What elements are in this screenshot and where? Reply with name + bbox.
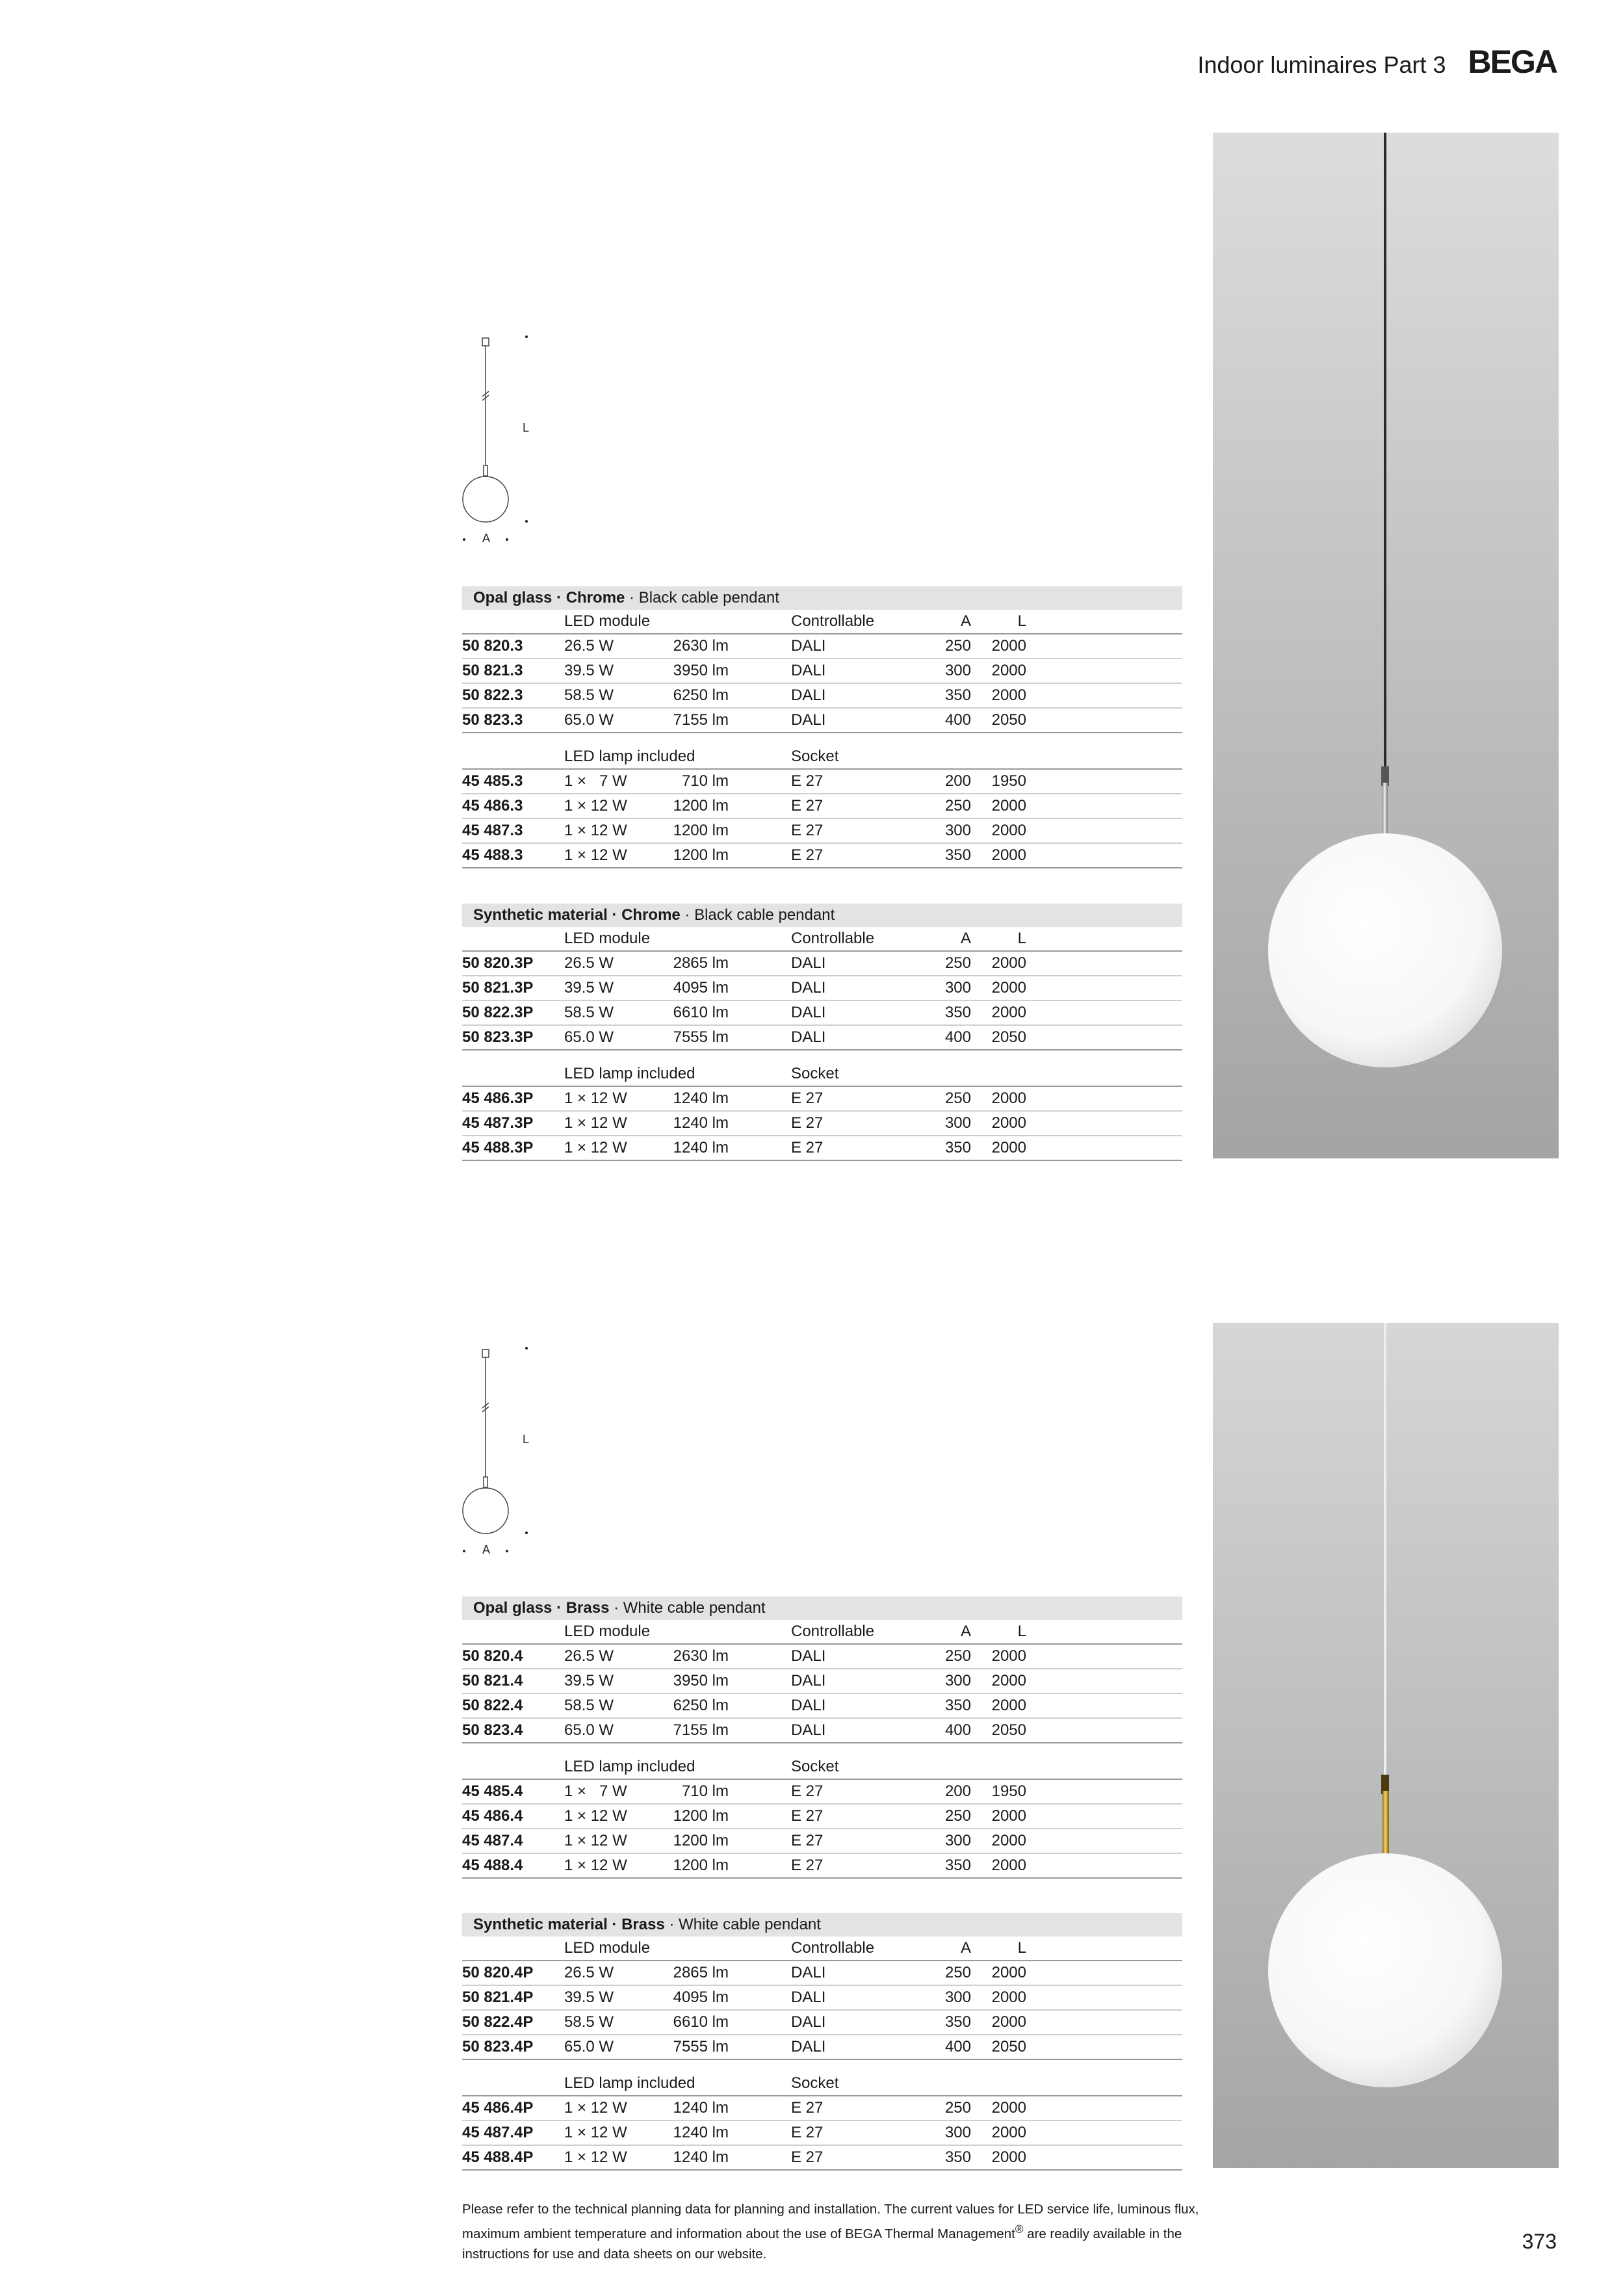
article-number: 45 486.3 bbox=[462, 797, 523, 815]
table-row bbox=[462, 1805, 1182, 1829]
article-number: 45 488.3P bbox=[462, 1139, 534, 1156]
dimension-label-diameter: A bbox=[482, 1543, 491, 1556]
control-or-socket: DALI bbox=[791, 954, 826, 972]
dimension-l: 2050 bbox=[991, 711, 1026, 729]
luminous-flux: 1200 lm bbox=[673, 797, 729, 815]
table-row bbox=[462, 1112, 1182, 1136]
group-header-suspension: · White cable pendant bbox=[664, 1916, 821, 1933]
article-number: 45 486.4P bbox=[462, 2099, 534, 2117]
luminous-flux: 3950 lm bbox=[673, 1672, 729, 1689]
col-head-control: Socket bbox=[791, 2074, 839, 2092]
dimension-a: 400 bbox=[944, 711, 971, 729]
control-or-socket: E 27 bbox=[791, 1807, 824, 1825]
control-or-socket: E 27 bbox=[791, 846, 824, 864]
col-head-light-source: LED module bbox=[564, 1623, 651, 1640]
table-row bbox=[462, 1645, 1182, 1669]
luminous-flux: 7155 lm bbox=[673, 1721, 729, 1739]
dimension-a: 300 bbox=[944, 1832, 971, 1849]
subtable-header bbox=[462, 1620, 1182, 1645]
dimension-a: 250 bbox=[944, 1089, 971, 1107]
control-or-socket: E 27 bbox=[791, 772, 824, 790]
wattage: 26.5 W bbox=[564, 954, 614, 972]
luminaire-outline-icon bbox=[455, 1343, 546, 1564]
dimension-a: 300 bbox=[944, 822, 971, 839]
header-title: Indoor luminaires Part 3 bbox=[1197, 51, 1446, 78]
product-photo-chrome bbox=[1213, 133, 1559, 1158]
luminous-flux: 7155 lm bbox=[673, 711, 729, 729]
col-head-light-source: LED module bbox=[564, 612, 651, 630]
dimension-l: 2050 bbox=[991, 2038, 1026, 2055]
table-row bbox=[462, 2146, 1182, 2171]
dimension-a: 400 bbox=[944, 2038, 971, 2055]
luminous-flux: 2630 lm bbox=[673, 1647, 729, 1665]
table-row bbox=[462, 952, 1182, 976]
col-head-control: Socket bbox=[791, 1758, 839, 1775]
luminous-flux: 6610 lm bbox=[673, 2013, 729, 2031]
wattage: 58.5 W bbox=[564, 1697, 614, 1714]
wattage: 26.5 W bbox=[564, 637, 614, 655]
dimension-l: 2000 bbox=[991, 1647, 1026, 1665]
subtable-body bbox=[462, 1961, 1182, 2060]
table-row bbox=[462, 844, 1182, 868]
dimension-a: 250 bbox=[944, 797, 971, 815]
dimension-label-length: L bbox=[523, 1433, 530, 1446]
luminous-flux: 710 lm bbox=[681, 1782, 729, 1800]
dimension-l: 2000 bbox=[991, 662, 1026, 679]
table-row bbox=[462, 794, 1182, 819]
luminous-flux: 6610 lm bbox=[673, 1004, 729, 1021]
col-head-light-source: LED lamp included bbox=[564, 748, 695, 765]
luminous-flux: 1200 lm bbox=[673, 1857, 729, 1874]
luminous-flux: 6250 lm bbox=[673, 686, 729, 704]
dimension-l: 2000 bbox=[991, 954, 1026, 972]
group-header bbox=[462, 904, 1182, 927]
article-number: 50 823.4P bbox=[462, 2038, 534, 2055]
footnote-line-3: instructions for use and data sheets on our website. bbox=[462, 2246, 767, 2262]
dimension-l: 2000 bbox=[991, 846, 1026, 864]
article-number: 45 486.4 bbox=[462, 1807, 523, 1825]
article-number: 45 486.3P bbox=[462, 1089, 534, 1107]
article-number: 45 485.3 bbox=[462, 772, 523, 790]
article-number: 45 488.4P bbox=[462, 2148, 534, 2166]
subtable-body bbox=[462, 1645, 1182, 1743]
dimension-l: 2000 bbox=[991, 1964, 1026, 1981]
wattage: 26.5 W bbox=[564, 1647, 614, 1665]
table-row bbox=[462, 634, 1182, 659]
dimension-l: 2000 bbox=[991, 2099, 1026, 2117]
control-or-socket: DALI bbox=[791, 662, 826, 679]
dimension-a: 350 bbox=[944, 1004, 971, 1021]
article-number: 50 820.4P bbox=[462, 1964, 534, 1981]
group-header-material: Synthetic material · Brass bbox=[473, 1916, 665, 1933]
dimension-l: 2000 bbox=[991, 1832, 1026, 1849]
control-or-socket: E 27 bbox=[791, 1832, 824, 1849]
luminous-flux: 1240 lm bbox=[673, 1089, 729, 1107]
control-or-socket: DALI bbox=[791, 1721, 826, 1739]
control-or-socket: DALI bbox=[791, 637, 826, 655]
control-or-socket: DALI bbox=[791, 1964, 826, 1981]
table-row bbox=[462, 1961, 1182, 1986]
subtable-body bbox=[462, 2096, 1182, 2171]
dimension-a: 250 bbox=[944, 1807, 971, 1825]
page-header bbox=[1197, 43, 1557, 81]
col-head-control: Controllable bbox=[791, 930, 875, 947]
col-head-l: L bbox=[1017, 1623, 1026, 1640]
wattage: 26.5 W bbox=[564, 1964, 614, 1981]
control-or-socket: DALI bbox=[791, 711, 826, 729]
table-row bbox=[462, 1829, 1182, 1854]
footnote bbox=[462, 2199, 1372, 2264]
article-number: 50 823.4 bbox=[462, 1721, 523, 1739]
luminous-flux: 7555 lm bbox=[673, 2038, 729, 2055]
control-or-socket: E 27 bbox=[791, 2099, 824, 2117]
table-spacer bbox=[462, 1050, 1182, 1062]
table-row bbox=[462, 1001, 1182, 1026]
dimension-l: 2000 bbox=[991, 1807, 1026, 1825]
col-head-control: Controllable bbox=[791, 612, 875, 630]
table-row bbox=[462, 2035, 1182, 2060]
col-head-light-source: LED lamp included bbox=[564, 2074, 695, 2092]
subtable-header bbox=[462, 1755, 1182, 1780]
luminous-flux: 1240 lm bbox=[673, 2124, 729, 2141]
control-or-socket: DALI bbox=[791, 1697, 826, 1714]
dimension-a: 350 bbox=[944, 1857, 971, 1874]
wattage: 39.5 W bbox=[564, 662, 614, 679]
dimension-l: 2000 bbox=[991, 2148, 1026, 2166]
luminous-flux: 4095 lm bbox=[673, 1989, 729, 2006]
dimension-a: 350 bbox=[944, 1697, 971, 1714]
wattage: 1 × 12 W bbox=[564, 1857, 627, 1874]
wattage: 58.5 W bbox=[564, 1004, 614, 1021]
wattage: 1 × 7 W bbox=[564, 772, 627, 790]
control-or-socket: DALI bbox=[791, 2013, 826, 2031]
table-spacer bbox=[462, 2060, 1182, 2072]
wattage: 39.5 W bbox=[564, 979, 614, 997]
dimension-l: 2050 bbox=[991, 1721, 1026, 1739]
dimension-l: 2000 bbox=[991, 1089, 1026, 1107]
dimension-l: 2000 bbox=[991, 1672, 1026, 1689]
subtable-header bbox=[462, 927, 1182, 952]
col-head-a: A bbox=[960, 612, 971, 630]
col-head-a: A bbox=[960, 930, 971, 947]
group-header bbox=[462, 1913, 1182, 1937]
control-or-socket: DALI bbox=[791, 2038, 826, 2055]
col-head-l: L bbox=[1017, 612, 1026, 630]
dimension-label-diameter: A bbox=[482, 532, 491, 545]
luminous-flux: 1240 lm bbox=[673, 1114, 729, 1132]
control-or-socket: DALI bbox=[791, 1028, 826, 1046]
dimension-l: 2000 bbox=[991, 1989, 1026, 2006]
brand-logo: BEGA bbox=[1468, 44, 1557, 80]
wattage: 58.5 W bbox=[564, 686, 614, 704]
wattage: 39.5 W bbox=[564, 1672, 614, 1689]
article-number: 45 487.3P bbox=[462, 1114, 534, 1132]
product-table-synthetic-brass bbox=[462, 1913, 1182, 2171]
dimension-a: 200 bbox=[944, 1782, 971, 1800]
col-head-light-source: LED module bbox=[564, 930, 651, 947]
luminous-flux: 1240 lm bbox=[673, 1139, 729, 1156]
dimension-l: 2000 bbox=[991, 822, 1026, 839]
wattage: 65.0 W bbox=[564, 711, 614, 729]
article-number: 50 822.3P bbox=[462, 1004, 534, 1021]
table-row bbox=[462, 2011, 1182, 2035]
product-table-opal-brass bbox=[462, 1597, 1182, 1879]
wattage: 1 × 12 W bbox=[564, 822, 627, 839]
dimension-drawing-1 bbox=[455, 332, 546, 553]
wattage: 1 × 12 W bbox=[564, 2124, 627, 2141]
luminous-flux: 1200 lm bbox=[673, 1807, 729, 1825]
table-row bbox=[462, 1854, 1182, 1879]
subtable-header bbox=[462, 2072, 1182, 2096]
luminous-flux: 710 lm bbox=[681, 772, 729, 790]
col-head-l: L bbox=[1017, 1939, 1026, 1957]
table-row bbox=[462, 1719, 1182, 1743]
wattage: 1 × 12 W bbox=[564, 1114, 627, 1132]
table-spacer bbox=[462, 1743, 1182, 1755]
control-or-socket: E 27 bbox=[791, 1089, 824, 1107]
dimension-a: 400 bbox=[944, 1721, 971, 1739]
dimension-l: 2050 bbox=[991, 1028, 1026, 1046]
article-number: 45 487.4 bbox=[462, 1832, 523, 1849]
col-head-control: Controllable bbox=[791, 1939, 875, 1957]
col-head-l: L bbox=[1017, 930, 1026, 947]
table-row bbox=[462, 1026, 1182, 1050]
footnote-line-1: Please refer to the technical planning data for planning and installation. The current values for LED service life, luminous flux, bbox=[462, 2202, 1199, 2217]
dimension-a: 300 bbox=[944, 1672, 971, 1689]
table-spacer bbox=[462, 733, 1182, 745]
dimension-a: 300 bbox=[944, 1114, 971, 1132]
col-head-a: A bbox=[960, 1939, 971, 1957]
wattage: 1 × 12 W bbox=[564, 2148, 627, 2166]
dimension-l: 2000 bbox=[991, 1114, 1026, 1132]
table-row bbox=[462, 976, 1182, 1001]
dimension-l: 1950 bbox=[991, 1782, 1026, 1800]
article-number: 50 822.3 bbox=[462, 686, 523, 704]
article-number: 45 488.3 bbox=[462, 846, 523, 864]
article-number: 50 821.3 bbox=[462, 662, 523, 679]
table-row bbox=[462, 1694, 1182, 1719]
control-or-socket: E 27 bbox=[791, 1782, 824, 1800]
table-row bbox=[462, 1780, 1182, 1805]
luminous-flux: 6250 lm bbox=[673, 1697, 729, 1714]
table-row bbox=[462, 2096, 1182, 2121]
dimension-a: 300 bbox=[944, 979, 971, 997]
table-row bbox=[462, 819, 1182, 844]
subtable-body bbox=[462, 634, 1182, 733]
control-or-socket: E 27 bbox=[791, 822, 824, 839]
dimension-drawing-2 bbox=[455, 1343, 546, 1564]
control-or-socket: DALI bbox=[791, 1647, 826, 1665]
group-header-material: Opal glass · Brass bbox=[473, 1599, 610, 1617]
wattage: 65.0 W bbox=[564, 1721, 614, 1739]
dimension-l: 2000 bbox=[991, 637, 1026, 655]
wattage: 58.5 W bbox=[564, 2013, 614, 2031]
table-row bbox=[462, 1986, 1182, 2011]
luminous-flux: 3950 lm bbox=[673, 662, 729, 679]
subtable-body bbox=[462, 1780, 1182, 1879]
luminous-flux: 2865 lm bbox=[673, 954, 729, 972]
dimension-l: 2000 bbox=[991, 797, 1026, 815]
table-row bbox=[462, 659, 1182, 684]
article-number: 50 822.4P bbox=[462, 2013, 534, 2031]
article-number: 45 487.4P bbox=[462, 2124, 534, 2141]
article-number: 50 820.3P bbox=[462, 954, 534, 972]
group-header bbox=[462, 1597, 1182, 1620]
control-or-socket: E 27 bbox=[791, 1139, 824, 1156]
control-or-socket: E 27 bbox=[791, 2148, 824, 2166]
luminous-flux: 1200 lm bbox=[673, 1832, 729, 1849]
luminous-flux: 7555 lm bbox=[673, 1028, 729, 1046]
group-header-material: Opal glass · Chrome bbox=[473, 589, 625, 607]
registered-mark: ® bbox=[1015, 2223, 1024, 2236]
table-row bbox=[462, 709, 1182, 733]
product-photo-brass bbox=[1213, 1323, 1559, 2168]
dimension-a: 300 bbox=[944, 2124, 971, 2141]
subtable-body bbox=[462, 1087, 1182, 1161]
control-or-socket: E 27 bbox=[791, 2124, 824, 2141]
wattage: 1 × 12 W bbox=[564, 1807, 627, 1825]
dimension-l: 2000 bbox=[991, 2124, 1026, 2141]
wattage: 1 × 12 W bbox=[564, 797, 627, 815]
control-or-socket: DALI bbox=[791, 686, 826, 704]
article-number: 50 821.4 bbox=[462, 1672, 523, 1689]
luminous-flux: 1200 lm bbox=[673, 822, 729, 839]
luminous-flux: 4095 lm bbox=[673, 979, 729, 997]
group-header-suspension: · White cable pendant bbox=[609, 1599, 766, 1617]
subtable-header bbox=[462, 610, 1182, 634]
control-or-socket: DALI bbox=[791, 979, 826, 997]
wattage: 1 × 7 W bbox=[564, 1782, 627, 1800]
article-number: 50 821.4P bbox=[462, 1989, 534, 2006]
dimension-l: 1950 bbox=[991, 772, 1026, 790]
dimension-l: 2000 bbox=[991, 686, 1026, 704]
table-row bbox=[462, 1669, 1182, 1694]
col-head-light-source: LED lamp included bbox=[564, 1758, 695, 1775]
control-or-socket: DALI bbox=[791, 1989, 826, 2006]
group-header-suspension: · Black cable pendant bbox=[625, 589, 779, 607]
wattage: 65.0 W bbox=[564, 1028, 614, 1046]
dimension-l: 2000 bbox=[991, 1139, 1026, 1156]
dimension-a: 350 bbox=[944, 2013, 971, 2031]
subtable-header bbox=[462, 745, 1182, 770]
wattage: 1 × 12 W bbox=[564, 1832, 627, 1849]
dimension-a: 200 bbox=[944, 772, 971, 790]
dimension-l: 2000 bbox=[991, 1857, 1026, 1874]
control-or-socket: DALI bbox=[791, 1672, 826, 1689]
dimension-l: 2000 bbox=[991, 1004, 1026, 1021]
group-header-suspension: · Black cable pendant bbox=[680, 906, 835, 924]
control-or-socket: E 27 bbox=[791, 1114, 824, 1132]
table-row bbox=[462, 770, 1182, 794]
col-head-control: Socket bbox=[791, 748, 839, 765]
wattage: 1 × 12 W bbox=[564, 1089, 627, 1107]
luminous-flux: 2630 lm bbox=[673, 637, 729, 655]
article-number: 50 822.4 bbox=[462, 1697, 523, 1714]
dimension-a: 250 bbox=[944, 1647, 971, 1665]
col-head-control: Controllable bbox=[791, 1623, 875, 1640]
table-row bbox=[462, 1136, 1182, 1161]
product-table-synthetic-chrome bbox=[462, 904, 1182, 1161]
footnote-line-2: maximum ambient temperature and information about the use of BEGA Thermal Management® are readily available in the bbox=[462, 2223, 1182, 2241]
subtable-header bbox=[462, 1937, 1182, 1961]
control-or-socket: E 27 bbox=[791, 797, 824, 815]
wattage: 39.5 W bbox=[564, 1989, 614, 2006]
dimension-a: 250 bbox=[944, 1964, 971, 1981]
col-head-light-source: LED lamp included bbox=[564, 1065, 695, 1082]
dimension-a: 350 bbox=[944, 1139, 971, 1156]
dimension-l: 2000 bbox=[991, 2013, 1026, 2031]
article-number: 45 485.4 bbox=[462, 1782, 523, 1800]
dimension-a: 350 bbox=[944, 2148, 971, 2166]
subtable-header bbox=[462, 1062, 1182, 1087]
article-number: 50 820.4 bbox=[462, 1647, 523, 1665]
luminous-flux: 1200 lm bbox=[673, 846, 729, 864]
dimension-a: 250 bbox=[944, 954, 971, 972]
control-or-socket: E 27 bbox=[791, 1857, 824, 1874]
table-row bbox=[462, 2121, 1182, 2146]
article-number: 50 820.3 bbox=[462, 637, 523, 655]
wattage: 1 × 12 W bbox=[564, 846, 627, 864]
wattage: 1 × 12 W bbox=[564, 1139, 627, 1156]
subtable-body bbox=[462, 770, 1182, 868]
table-row bbox=[462, 684, 1182, 709]
dimension-l: 2000 bbox=[991, 979, 1026, 997]
luminous-flux: 1240 lm bbox=[673, 2099, 729, 2117]
article-number: 45 487.3 bbox=[462, 822, 523, 839]
col-head-a: A bbox=[960, 1623, 971, 1640]
dimension-a: 350 bbox=[944, 846, 971, 864]
group-header bbox=[462, 586, 1182, 610]
article-number: 50 821.3P bbox=[462, 979, 534, 997]
luminous-flux: 2865 lm bbox=[673, 1964, 729, 1981]
wattage: 1 × 12 W bbox=[564, 2099, 627, 2117]
article-number: 50 823.3 bbox=[462, 711, 523, 729]
col-head-light-source: LED module bbox=[564, 1939, 651, 1957]
dimension-a: 250 bbox=[944, 637, 971, 655]
dimension-a: 300 bbox=[944, 662, 971, 679]
page-number: 373 bbox=[1522, 2230, 1557, 2253]
product-table-opal-chrome bbox=[462, 586, 1182, 868]
dimension-a: 350 bbox=[944, 686, 971, 704]
col-head-control: Socket bbox=[791, 1065, 839, 1082]
group-header-material: Synthetic material · Chrome bbox=[473, 906, 681, 924]
article-number: 45 488.4 bbox=[462, 1857, 523, 1874]
subtable-body bbox=[462, 952, 1182, 1050]
dimension-label-length: L bbox=[523, 421, 530, 434]
table-row bbox=[462, 1087, 1182, 1112]
luminaire-outline-icon bbox=[455, 332, 546, 553]
dimension-a: 400 bbox=[944, 1028, 971, 1046]
wattage: 65.0 W bbox=[564, 2038, 614, 2055]
luminous-flux: 1240 lm bbox=[673, 2148, 729, 2166]
dimension-l: 2000 bbox=[991, 1697, 1026, 1714]
article-number: 50 823.3P bbox=[462, 1028, 534, 1046]
dimension-a: 300 bbox=[944, 1989, 971, 2006]
control-or-socket: DALI bbox=[791, 1004, 826, 1021]
dimension-a: 250 bbox=[944, 2099, 971, 2117]
